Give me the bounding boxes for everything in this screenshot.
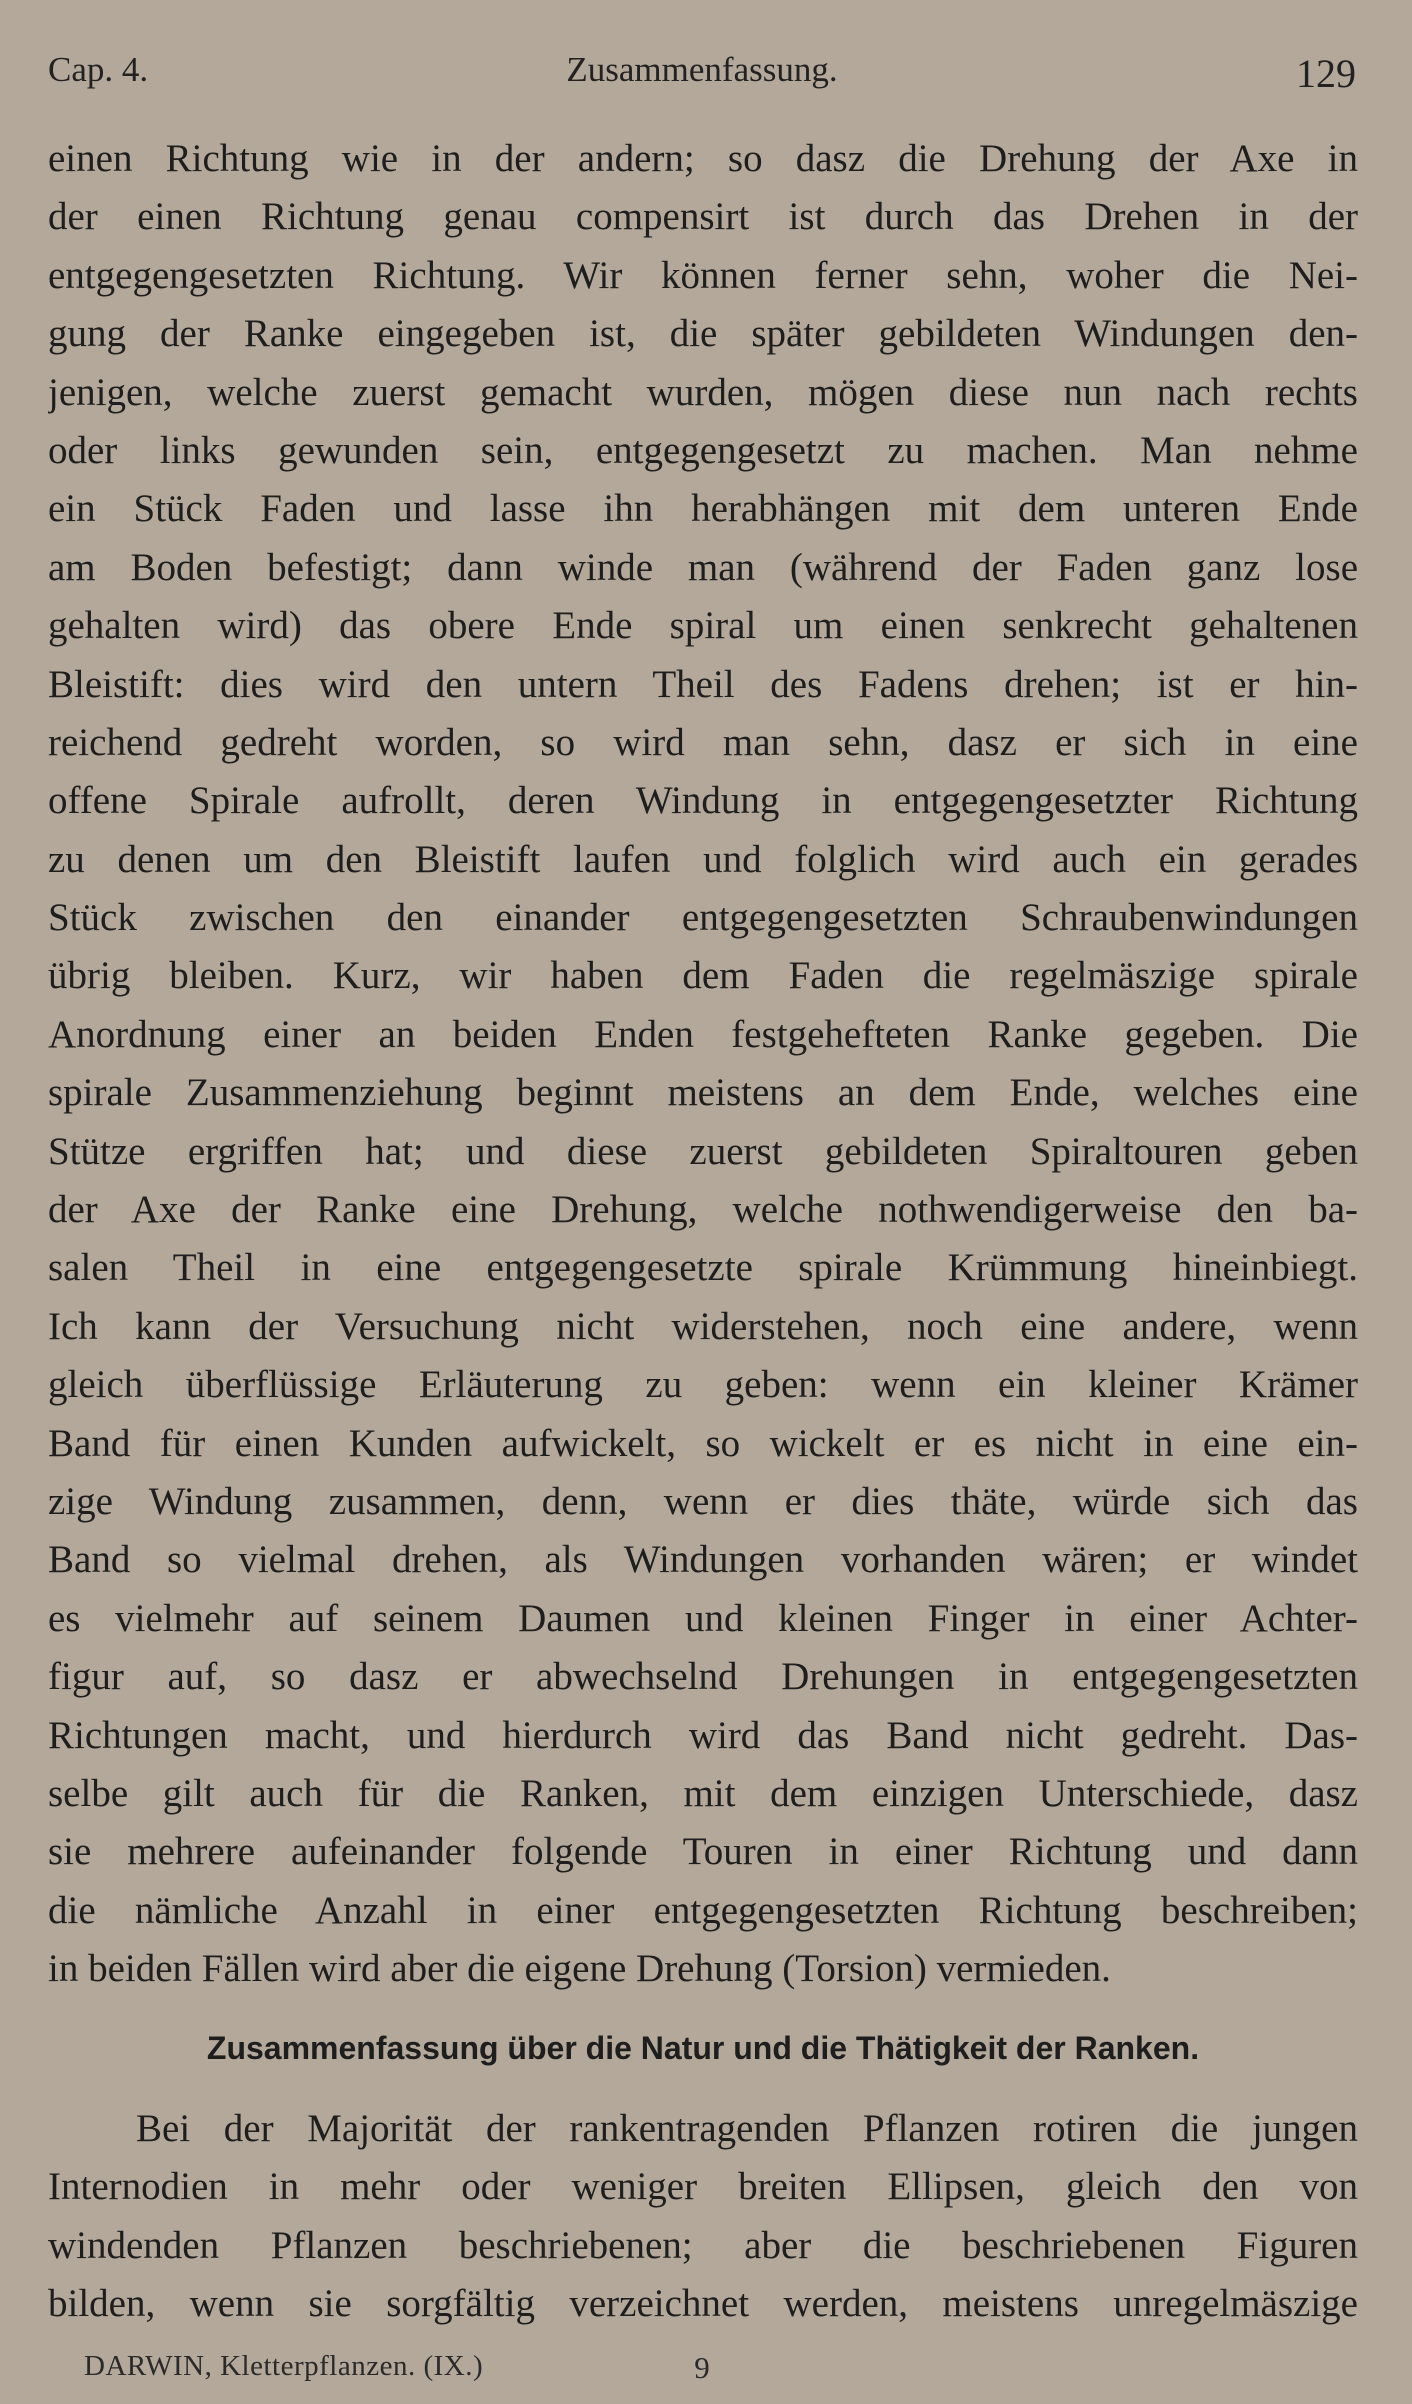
footer-signature: 9 <box>694 2350 710 2385</box>
text-line: reichend gedreht worden, so wird man sehn, dasz er sich in eine <box>48 720 1358 764</box>
text-line: ein Stück Faden und lasse ihn herabhängen mit dem unteren Ende <box>48 487 1358 531</box>
text-line: übrig bleiben. Kurz, wir haben dem Faden die regelmäszige spirale <box>48 954 1358 998</box>
paragraph-1 <box>48 130 1358 1999</box>
text-line: der Axe der Ranke eine Drehung, welche nothwendigerweise den ba- <box>48 1188 1358 1232</box>
text-line: gung der Ranke eingegeben ist, die später gebildeten Windungen den- <box>48 312 1358 356</box>
text-line: bilden, wenn sie sorgfältig verzeichnet werden, meistens unregelmäszige <box>48 2282 1358 2326</box>
text-line: entgegengesetzten Richtung. Wir können ferner sehn, woher die Nei- <box>48 253 1358 297</box>
text-line: jenigen, welche zuerst gemacht wurden, mögen diese nun nach rechts <box>48 370 1358 414</box>
paragraph-2 <box>48 2100 1358 2334</box>
text-line: Bei der Majorität der rankentragenden Pflanzen rotiren die jungen <box>136 2107 1358 2150</box>
text-line: zu denen um den Bleistift laufen und folglich wird auch ein gerades <box>48 837 1358 881</box>
chapter-label: Cap. 4. <box>48 50 149 89</box>
text-line: spirale Zusammenziehung beginnt meistens an dem Ende, welches eine <box>48 1071 1358 1115</box>
text-line: Band für einen Kunden aufwickelt, so wickelt er es nicht in eine ein- <box>48 1421 1358 1465</box>
text-line: der einen Richtung genau compensirt ist durch das Drehen in der <box>48 195 1358 239</box>
text-line: Ich kann der Versuchung nicht widerstehen, noch eine andere, wenn <box>48 1304 1358 1348</box>
text-line: sie mehrere aufeinander folgende Touren in einer Richtung und dann <box>48 1830 1358 1874</box>
text-line: Stütze ergriffen hat; und diese zuerst gebildeten Spiraltouren geben <box>48 1129 1358 1173</box>
text-line: es vielmehr auf seinem Daumen und kleinen Finger in einer Achter- <box>48 1596 1358 1640</box>
text-line: in beiden Fällen wird aber die eigene Drehung (Torsion) vermieden. <box>48 1947 1111 1991</box>
text-line: gehalten wird) das obere Ende spiral um einen senkrecht gehaltenen <box>48 604 1358 648</box>
section-heading: Zusammenfassung über die Natur und die Thätigkeit der Ranken. <box>206 2030 1200 2066</box>
text-line: selbe gilt auch für die Ranken, mit dem einzigen Unterschiede, dasz <box>48 1771 1358 1815</box>
running-head <box>48 50 1356 100</box>
text-line: windenden Pflanzen beschriebenen; aber die beschriebenen Figuren <box>48 2223 1358 2267</box>
text-line: die nämliche Anzahl in einer entgegengesetzten Richtung beschreiben; <box>48 1888 1358 1932</box>
text-line: Band so vielmal drehen, als Windungen vorhanden wären; er windet <box>48 1538 1358 1582</box>
running-title: Zusammenfassung. <box>566 50 838 89</box>
text-line: salen Theil in eine entgegengesetzte spirale Krümmung hineinbiegt. <box>48 1246 1358 1290</box>
text-line: offene Spirale aufrollt, deren Windung in entgegengesetzter Richtung <box>48 779 1358 823</box>
text-line: am Boden befestigt; dann winde man (während der Faden ganz lose <box>48 545 1358 589</box>
text-line: oder links gewunden sein, entgegengesetzt zu machen. Man nehme <box>48 428 1358 472</box>
text-line: Bleistift: dies wird den untern Theil des Fadens drehen; ist er hin- <box>48 662 1358 706</box>
text-line: Internodien in mehr oder weniger breiten Ellipsen, gleich den von <box>48 2165 1358 2209</box>
text-line: einen Richtung wie in der andern; so dasz die Drehung der Axe in <box>48 137 1358 180</box>
page-footer <box>48 2350 1356 2390</box>
text-line: Richtungen macht, und hierdurch wird das Band nicht gedreht. Das- <box>48 1713 1358 1757</box>
page-number: 129 <box>1296 51 1356 96</box>
text-line: figur auf, so dasz er abwechselnd Drehungen in entgegengesetzten <box>48 1655 1358 1699</box>
footer-author-title: DARWIN, Kletterpflanzen. (IX.) <box>84 2350 484 2382</box>
text-line: gleich überflüssige Erläuterung zu geben: wenn ein kleiner Krämer <box>48 1363 1358 1407</box>
text-line: Stück zwischen den einander entgegengesetzten Schraubenwindungen <box>48 896 1358 940</box>
text-line: zige Windung zusammen, denn, wenn er dies thäte, würde sich das <box>48 1479 1358 1523</box>
text-line: Anordnung einer an beiden Enden festgehefteten Ranke gegeben. Die <box>48 1012 1358 1056</box>
